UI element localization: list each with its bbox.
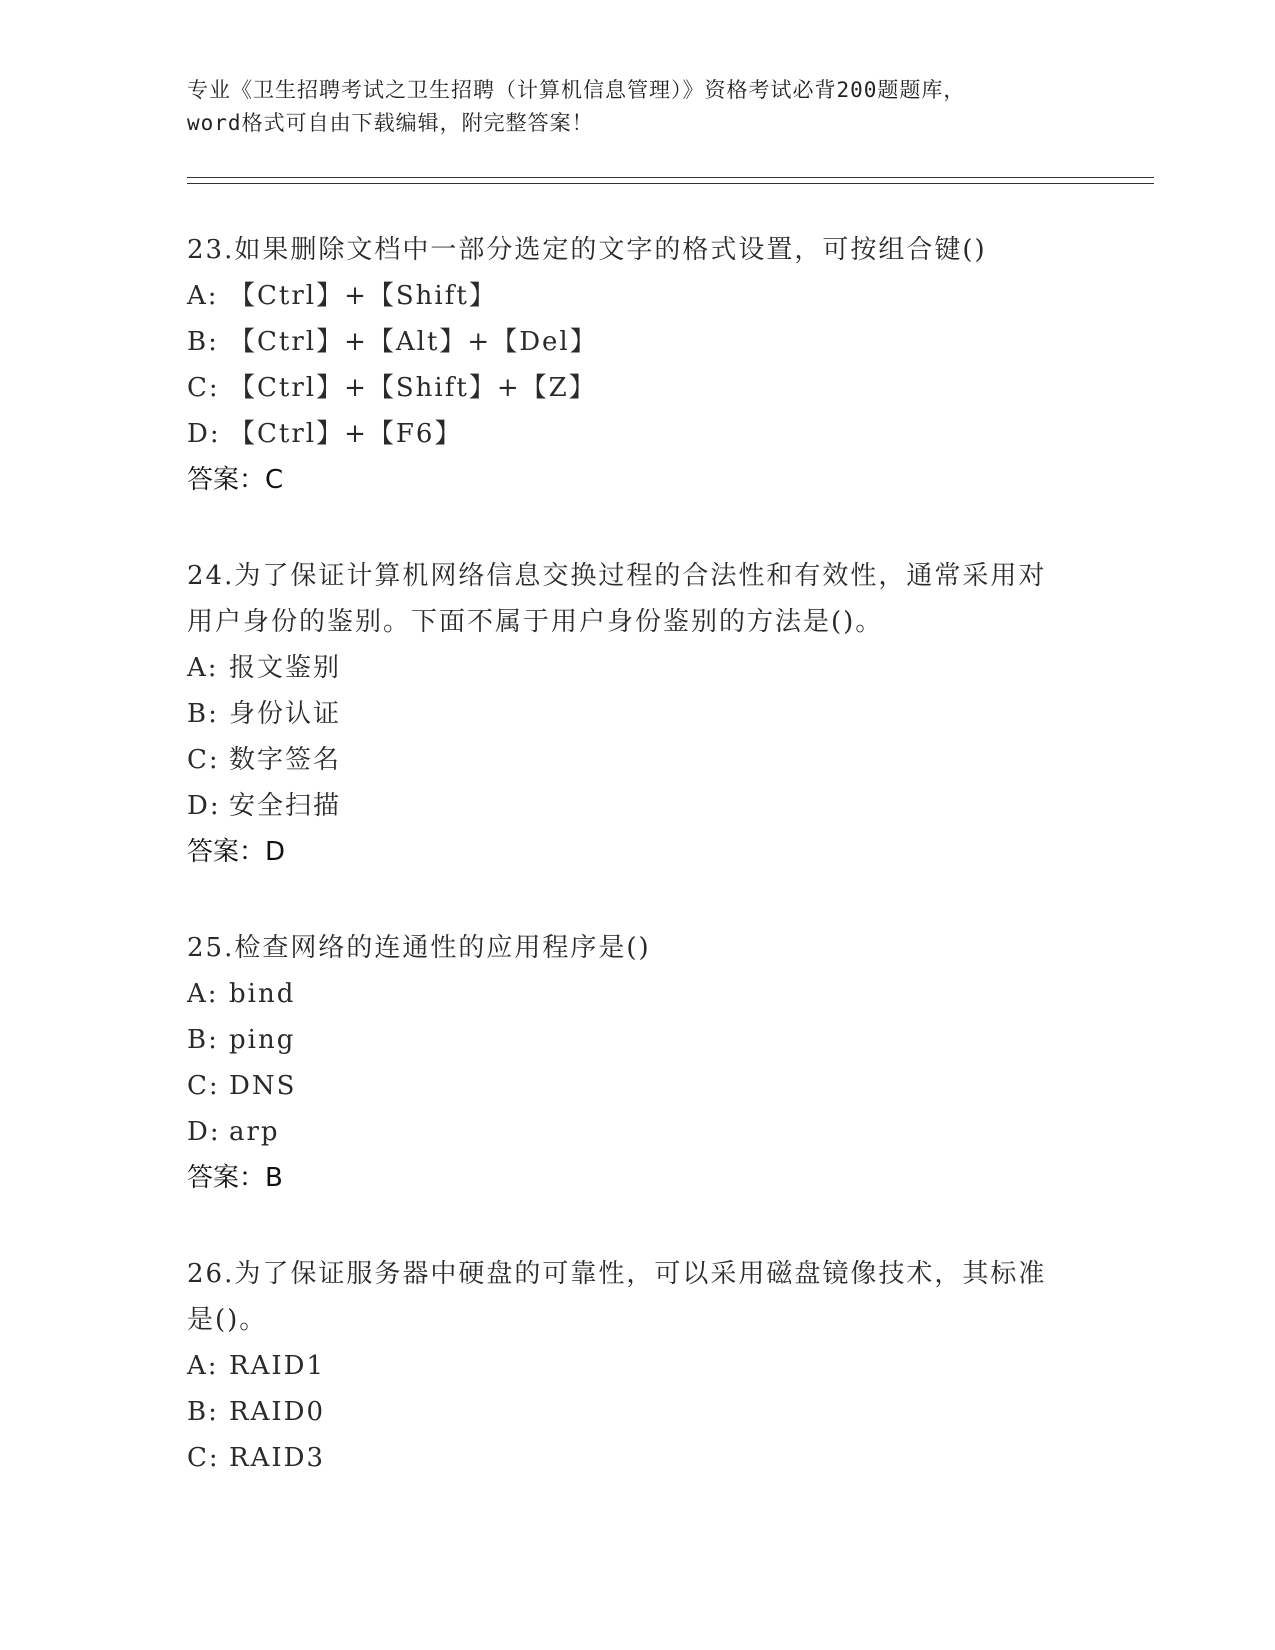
answer: 答案：D: [187, 837, 286, 867]
header-divider-top: [187, 177, 1154, 178]
header-divider-bottom: [187, 183, 1154, 184]
header-line-1: 专业《卫生招聘考试之卫生招聘（计算机信息管理）》资格考试必背200题题库，: [187, 78, 966, 102]
option-b: B: 【Ctrl】+【Alt】+【Del】: [187, 327, 598, 357]
option-a: A: 【Ctrl】+【Shift】: [187, 281, 497, 311]
document-header: [187, 74, 1087, 140]
option-d: D: 安全扫描: [187, 791, 342, 821]
option-a: A: RAID1: [187, 1351, 326, 1381]
header-line-2: word格式可自由下载编辑，附完整答案！: [187, 111, 594, 135]
question-stem-line-1: 24.为了保证计算机网络信息交换过程的合法性和有效性，通常采用对: [187, 561, 1047, 591]
question-stem: 23.如果删除文档中一部分选定的文字的格式设置，可按组合键(): [187, 235, 987, 265]
option-b: B: RAID0: [187, 1397, 326, 1427]
question-stem-line-2: 用户身份的鉴别。下面不属于用户身份鉴别的方法是()。: [187, 607, 884, 637]
question-stem: 25.检查网络的连通性的应用程序是(): [187, 933, 651, 963]
option-c: C: DNS: [187, 1071, 297, 1101]
option-b: B: ping: [187, 1025, 296, 1055]
question-25: [187, 925, 1087, 1201]
question-23: [187, 227, 1087, 503]
question-24: [187, 553, 1087, 875]
option-d: D: 【Ctrl】+【F6】: [187, 419, 463, 449]
option-a: A: 报文鉴别: [187, 653, 342, 683]
option-a: A: bind: [187, 979, 296, 1009]
option-c: C: RAID3: [187, 1443, 326, 1473]
option-d: D: arp: [187, 1117, 280, 1147]
question-26: [187, 1251, 1087, 1481]
option-c: C: 【Ctrl】+【Shift】+【Z】: [187, 373, 597, 403]
option-b: B: 身份认证: [187, 699, 342, 729]
option-c: C: 数字签名: [187, 745, 342, 775]
answer: 答案：B: [187, 1163, 283, 1193]
question-stem-line-2: 是()。: [187, 1305, 268, 1335]
answer: 答案：C: [187, 465, 284, 495]
question-stem-line-1: 26.为了保证服务器中硬盘的可靠性，可以采用磁盘镜像技术，其标准: [187, 1259, 1047, 1289]
